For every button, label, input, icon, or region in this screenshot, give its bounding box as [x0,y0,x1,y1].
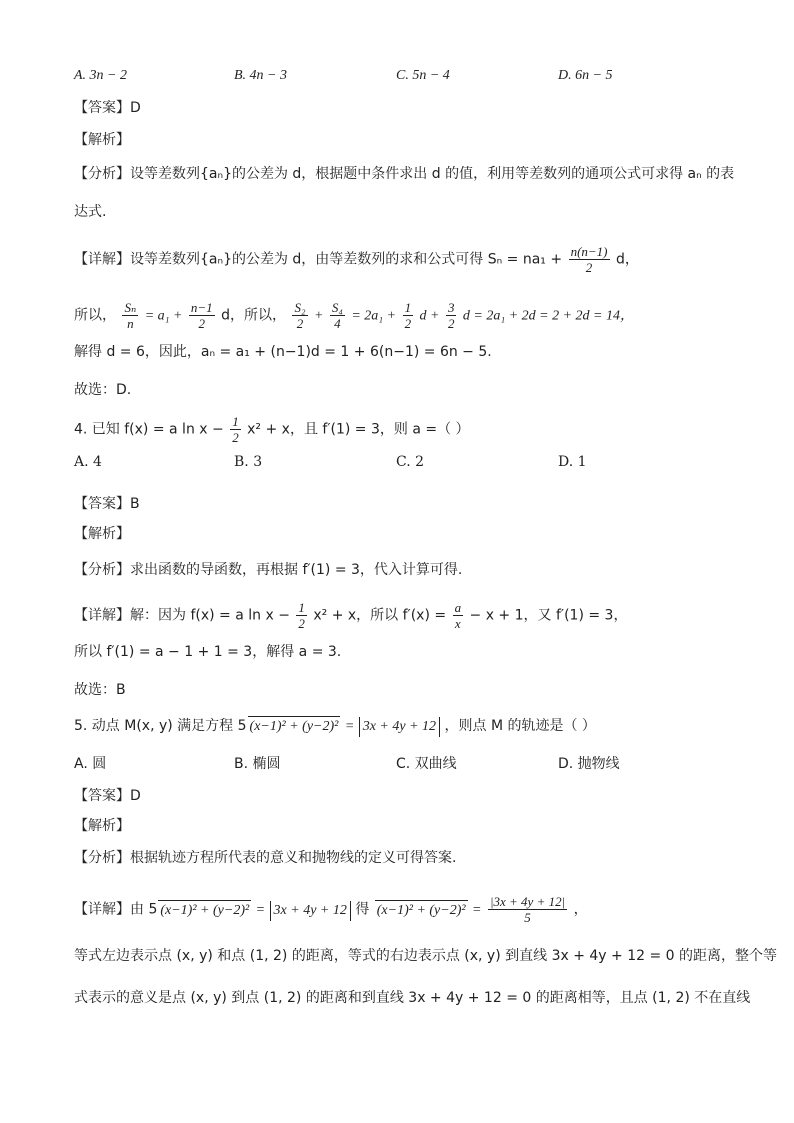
fraction-numerator: Sₙ [124,300,137,315]
square-root: (x−1)² + (y−2)² [158,900,251,921]
q5-detail-text: 得 [355,901,370,918]
fraction-numerator: 1 [232,414,239,429]
q5-detail-text: 【详解】由 5 [74,901,158,918]
q5-stem [74,716,596,737]
fraction [488,894,567,925]
fraction-numerator: S₂ [294,300,306,315]
q5-option-b: B. 椭圆 [234,756,281,772]
q4-choose: 故选：B [74,682,126,698]
q3-option-b: B. 4n − 3 [234,68,287,83]
q5-detail-text: = [472,902,482,918]
fraction-denominator: x [454,616,461,631]
q3-detail-text: d，所以， [221,307,287,324]
q5-stem-text: = [344,719,355,734]
q3-detail-text: d， [615,251,639,268]
q3-analysis-label: 【解析】 [74,132,130,148]
fraction [292,300,307,331]
q4-option-b: B. 3 [234,454,263,470]
q5-stem-text: 5. 动点 M(x, y) 满足方程 5 [74,718,247,734]
fraction-numerator: 1 [298,600,305,615]
fraction [330,300,345,331]
q4-detail-text: − x + 1，又 f′(1) = 3， [469,607,628,624]
q3-detail-text: 【详解】设等差数列{aₙ}的公差为 d，由等差数列的求和公式可得 Sₙ = na₁ + [74,251,563,268]
q5-detail-line3: 式表示的意义是点 (x, y) 到点 (1, 2) 的距离和到直线 3x + 4y + 12 = 0 的距离相等，且点 (1, 2) 不在直线 [74,990,751,1006]
fraction-denominator: 2 [404,316,412,331]
absolute-value: 3x + 4y + 12 [359,717,440,737]
q5-answer: 【答案】D [74,788,141,804]
fraction-denominator: 2 [198,316,206,331]
q3-detail-text: + [313,308,324,324]
q4-option-d: D. 1 [558,454,587,470]
q5-detail-line2: 等式左边表示点 (x, y) 和点 (1, 2) 的距离，等式的右边表示点 (x, y) 到直线 3x + 4y + 12 = 0 的距离，整个等 [74,948,778,964]
q4-analysis-label: 【解析】 [74,526,130,542]
q3-option-d: D. 6n − 5 [558,68,613,83]
q5-option-d: D. 抛物线 [558,756,620,772]
fraction-numerator: n−1 [190,300,213,315]
q4-answer: 【答案】B [74,496,140,512]
fraction-denominator: 2 [232,430,239,445]
fraction-numerator: 1 [404,300,412,315]
q3-detail-text: = a₁ + [144,308,183,324]
q3-choose: 故选：D. [74,382,132,398]
fraction-numerator: n(n−1) [570,244,608,259]
fraction [569,244,610,275]
fraction [446,300,457,331]
fraction-denominator: 2 [298,616,305,631]
fraction-denominator: 2 [585,260,593,275]
fraction [403,300,414,331]
q3-fenxi-line2: 达式. [74,204,107,220]
q4-fenxi: 【分析】求出函数的导函数，再根据 f′(1) = 3，代入计算可得. [74,562,463,578]
fraction-numerator: S₄ [331,300,343,315]
q4-option-a: A. 4 [74,454,102,470]
q4-detail-line1 [74,600,627,631]
q3-detail-line1 [74,244,639,275]
fraction-numerator: 3 [447,300,455,315]
fraction [296,600,307,631]
fraction [189,300,215,331]
q5-detail-text: = [255,902,266,918]
q5-fenxi: 【分析】根据轨迹方程所代表的意义和抛物线的定义可得答案. [74,850,457,866]
q5-detail-text: ， [573,901,588,918]
fraction-denominator: n [127,316,134,331]
q5-stem-text: ，则点 M 的轨迹是（ ） [444,718,596,734]
square-root: (x−1)² + (y−2)² [248,716,341,737]
fraction [453,600,464,631]
q4-detail-text: x² + x，所以 f′(x) = [313,607,447,624]
q4-detail-text: 【详解】解：因为 f(x) = a ln x − [74,607,290,624]
q4-stem-text: 4. 已知 f(x) = a ln x − [74,421,224,438]
fraction [122,300,138,331]
q5-option-a: A. 圆 [74,756,107,772]
q3-detail-text: 所以， [74,307,116,324]
absolute-value: 3x + 4y + 12 [270,901,351,921]
q3-detail-text: d = 2a₁ + 2d = 2 + 2d = 14， [462,308,634,324]
q5-detail-line1 [74,894,588,925]
fraction-denominator: 2 [296,316,304,331]
q3-detail-text: d + [419,308,440,324]
q5-option-c: C. 双曲线 [396,756,457,772]
q3-option-c: C. 5n − 4 [396,68,450,83]
q5-analysis-label: 【解析】 [74,818,130,834]
fraction-denominator: 2 [447,316,455,331]
q3-detail-line3: 解得 d = 6，因此，aₙ = a₁ + (n−1)d = 1 + 6(n−1) = 6n − 5. [74,344,492,360]
q3-fenxi-line1: 【分析】设等差数列{aₙ}的公差为 d，根据题中条件求出 d 的值，利用等差数列的通项公式可求得 aₙ 的表 [74,166,735,182]
fraction-denominator: 5 [524,910,531,925]
q4-option-c: C. 2 [396,454,425,470]
fraction [230,414,241,445]
fraction-denominator: 4 [334,316,341,331]
q3-answer: 【答案】D [74,100,141,116]
fraction-numerator: a [454,600,462,615]
q3-detail-line2 [74,300,634,331]
q3-detail-text: = 2a₁ + [351,308,397,324]
q3-option-a: A. 3n − 2 [74,68,127,83]
square-root: (x−1)² + (y−2)² [375,900,468,921]
q4-detail-line2: 所以 f′(1) = a − 1 + 1 = 3，解得 a = 3. [74,644,342,660]
q4-stem-text: x² + x，且 f′(1) = 3，则 a =（ ） [247,421,470,438]
q4-stem [74,414,470,445]
fraction-numerator: |3x + 4y + 12| [489,894,566,909]
